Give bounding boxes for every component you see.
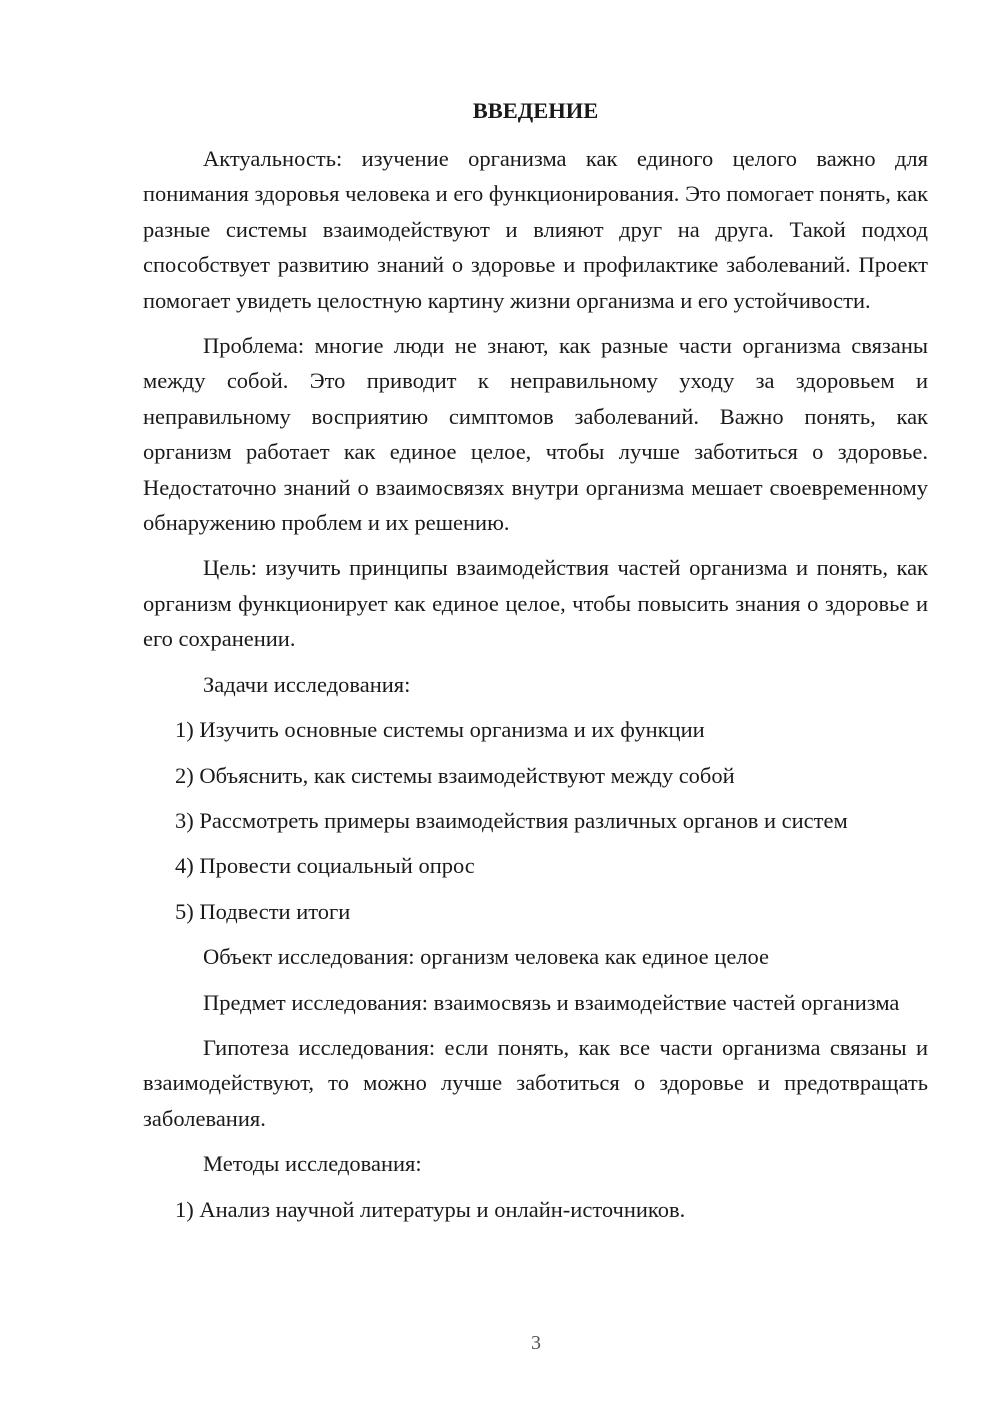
task-item: 4) Провести социальный опрос (175, 853, 475, 879)
object-line: Объект исследования: организм человека как единое целое (203, 944, 770, 970)
goal-paragraph: Цель: изучить принципы взаимодействия частей организма и понять, как организм функционирует как единое целое, чтобы повысить знания о здоровье и его сохранении. (143, 555, 928, 652)
subject-paragraph: Предмет исследования: взаимосвязь и взаимодействие частей организма (203, 989, 900, 1015)
methods-heading: Методы исследования: (203, 1151, 422, 1177)
task-item: 3) Рассмотреть примеры взаимодействия различных органов и систем (175, 807, 848, 833)
task-item: 2) Объяснить, как системы взаимодействуют между собой (175, 762, 735, 788)
task-item: 5) Подвести итоги (175, 898, 351, 924)
document-page (143, 95, 928, 1237)
problem-paragraph: Проблема: многие люди не знают, как разные части организма связаны между собой. Это приводит к неправильному уходу за здоровьем и неправильному восприятию симптомов заболеваний. Важно понять, как организм работает как единое целое, чтобы лучше заботиться о здоровье. Недостаточно знаний о взаимосвязях внутри организма мешает своевременному обнаружению проблем и их решению. (143, 333, 928, 536)
tasks-heading: Задачи исследования: (203, 671, 411, 697)
task-item: 1) Изучить основные системы организма и их функции (175, 717, 705, 743)
relevance-paragraph: Актуальность: изучение организма как единого целого важно для понимания здоровья человека и его функционирования. Это помогает понять, как разные системы взаимодействуют и влияют друг на друга. Такой подход способствует развитию знаний о здоровье и профилактике заболеваний. Проект помогает увидеть целостную картину жизни организма и его устойчивости. (143, 146, 928, 313)
hypothesis-paragraph: Гипотеза исследования: если понять, как все части организма связаны и взаимодействуют, то можно лучше заботиться о здоровье и предотвращать заболевания. (143, 1034, 928, 1131)
page-number: 3 (531, 1332, 541, 1354)
page-title: ВВЕДЕНИЕ (472, 98, 599, 123)
method-item: 1) Анализ научной литературы и онлайн-источников. (175, 1196, 686, 1222)
